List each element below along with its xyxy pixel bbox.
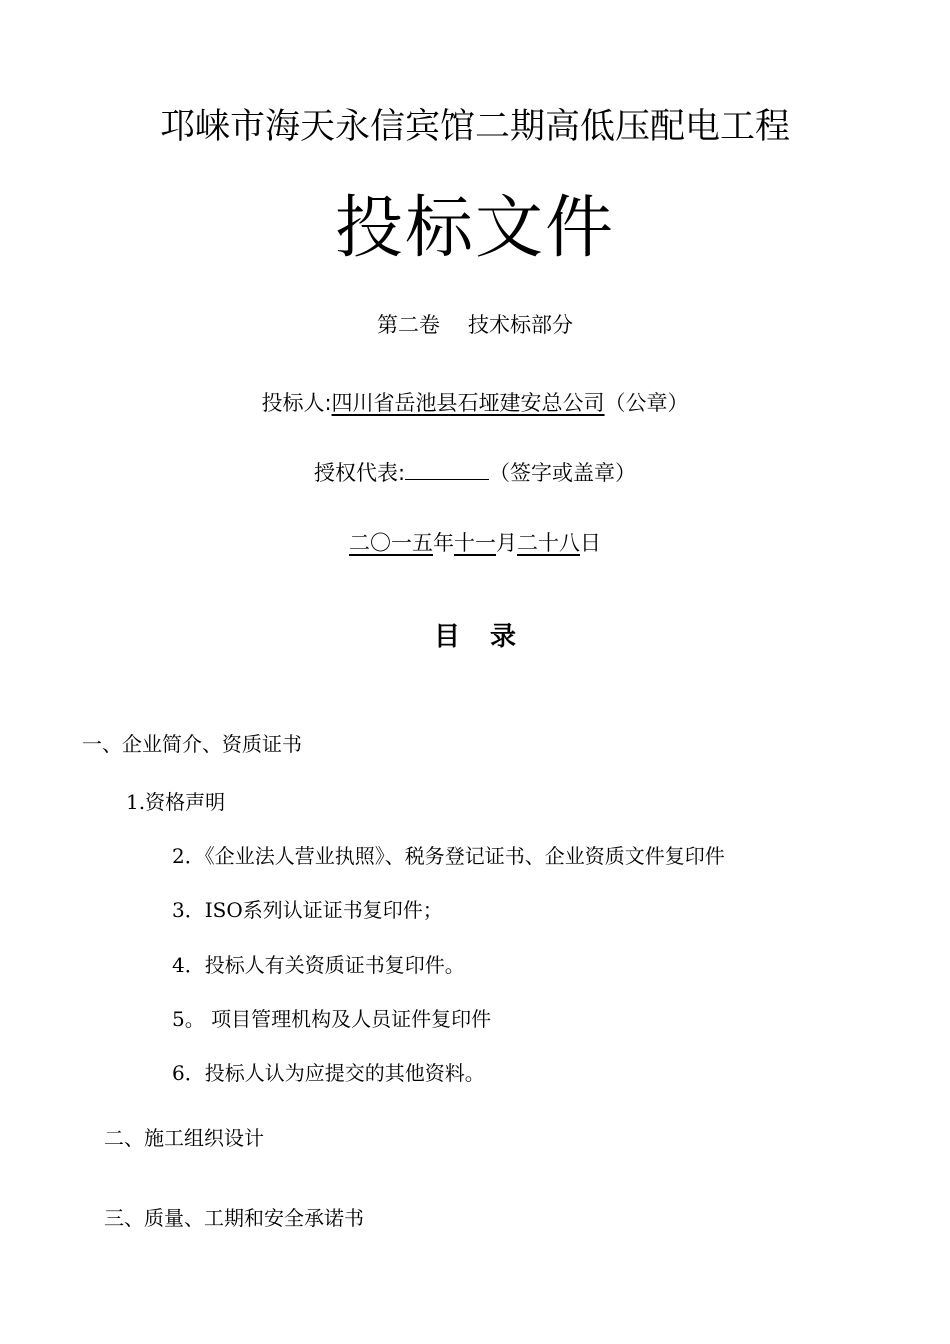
date-year-unit: 年 — [433, 531, 454, 555]
toc-section-2: 二、施工组织设计 — [104, 1126, 264, 1150]
date-year: 二〇一五 — [349, 531, 433, 555]
toc-section-3: 三、质量、工期和安全承诺书 — [104, 1206, 364, 1230]
volume-heading — [0, 310, 950, 340]
date-line — [0, 528, 950, 558]
volume-label: 第二卷 — [377, 313, 440, 337]
toc-section-1: 一、企业简介、资质证书 — [82, 732, 302, 756]
representative-line — [0, 458, 950, 488]
toc-title-part1: 目 — [433, 622, 460, 652]
date-month-unit: 月 — [496, 531, 517, 555]
signature-note: （签字或盖章） — [489, 461, 637, 485]
bidder-line — [0, 388, 950, 418]
bidder-label: 投标人: — [261, 391, 332, 415]
toc-item-1-4: 4．投标人有关资质证书复印件。 — [172, 953, 465, 977]
date-day-unit: 日 — [580, 531, 601, 555]
bidder-name: 四川省岳池县石垭建安总公司 — [331, 391, 605, 415]
date-day: 二十八 — [517, 531, 580, 555]
signature-blank — [405, 459, 489, 480]
document-title: 投标文件 — [334, 189, 615, 268]
toc-title — [0, 620, 950, 654]
toc-item-1-3: 3．ISO系列认证证书复印件； — [172, 898, 443, 922]
representative-label: 授权代表: — [313, 461, 406, 485]
toc-item-1-5: 5。 项目管理机构及人员证件复印件 — [172, 1007, 492, 1031]
project-title: 邛崃市海天永信宾馆二期高低压配电工程 — [159, 107, 790, 147]
toc-item-1-2: 2．《企业法人营业执照》、税务登记证书、企业资质文件复印件 — [172, 844, 725, 868]
toc-item-1-1: 1.资格声明 — [126, 790, 226, 814]
bidder-seal-note: （公章） — [604, 391, 689, 415]
toc-item-1-6: 6．投标人认为应提交的其他资料。 — [172, 1061, 485, 1085]
volume-name: 技术标部分 — [468, 313, 573, 337]
toc-title-part2: 录 — [490, 622, 517, 652]
date-month: 十一 — [454, 531, 496, 555]
